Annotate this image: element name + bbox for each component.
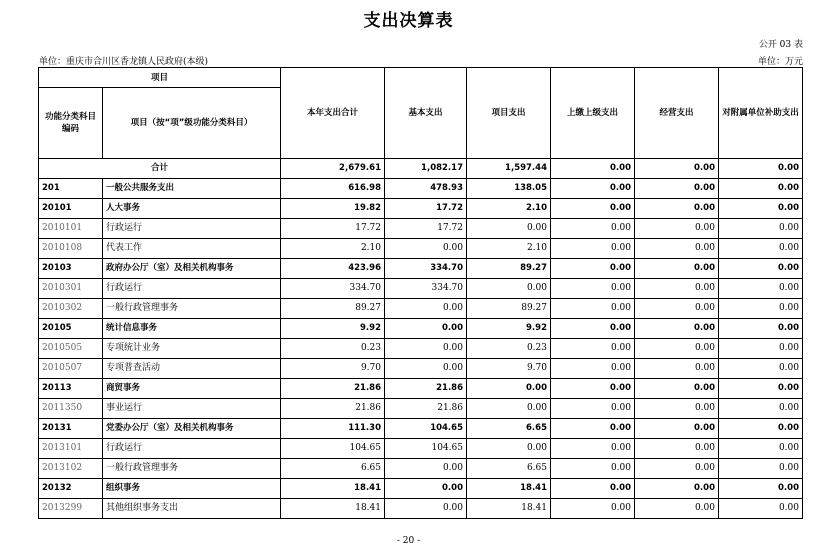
table-row [39, 459, 803, 479]
row-value: 0.00 [551, 299, 635, 319]
row-value: 6.65 [467, 459, 551, 479]
row-value: 0.00 [635, 199, 719, 219]
row-value: 0.00 [719, 319, 803, 339]
row-value: 0.00 [635, 499, 719, 519]
row-value: 0.00 [719, 439, 803, 459]
header-subsidy: 对附属单位补助支出 [719, 68, 803, 159]
row-value: 0.00 [551, 359, 635, 379]
row-value: 0.00 [635, 359, 719, 379]
row-value: 17.72 [281, 219, 385, 239]
row-code: 20113 [39, 379, 103, 399]
table-row [39, 319, 803, 339]
page-title: 支出决算表 [363, 11, 454, 31]
row-value: 0.00 [635, 379, 719, 399]
row-value: 0.00 [551, 439, 635, 459]
row-code: 20101 [39, 199, 103, 219]
row-value: 2.10 [281, 239, 385, 259]
total-cell: 0.00 [551, 159, 635, 179]
table-row [39, 359, 803, 379]
total-label: 合计 [39, 159, 281, 179]
total-row [39, 159, 803, 179]
table-row [39, 279, 803, 299]
row-value: 0.00 [551, 419, 635, 439]
header-name: 项目（按“项”级功能分类科目） [103, 88, 281, 159]
header-row-item [39, 68, 803, 88]
row-value: 0.00 [551, 179, 635, 199]
row-code: 20132 [39, 479, 103, 499]
row-value: 21.86 [385, 399, 467, 419]
row-value: 0.00 [551, 319, 635, 339]
row-name: 专项普查活动 [103, 359, 281, 379]
row-value: 18.41 [467, 499, 551, 519]
row-name: 组织事务 [103, 479, 281, 499]
form-number: 公开 03 表 [758, 40, 803, 50]
table-row [39, 299, 803, 319]
row-name: 统计信息事务 [103, 319, 281, 339]
row-value: 0.00 [635, 319, 719, 339]
row-value: 0.00 [467, 379, 551, 399]
row-code: 2011350 [39, 399, 103, 419]
table-row [39, 239, 803, 259]
row-name: 人大事务 [103, 199, 281, 219]
row-value: 0.00 [635, 419, 719, 439]
row-value: 111.30 [281, 419, 385, 439]
total-cell: 1,597.44 [467, 159, 551, 179]
row-value: 0.00 [635, 219, 719, 239]
row-value: 6.65 [467, 419, 551, 439]
row-value: 0.00 [719, 259, 803, 279]
table-row [39, 439, 803, 459]
row-code: 2013102 [39, 459, 103, 479]
row-code: 20105 [39, 319, 103, 339]
row-value: 18.41 [281, 479, 385, 499]
row-value: 0.00 [467, 439, 551, 459]
row-name: 政府办公厅（室）及相关机构事务 [103, 259, 281, 279]
row-value: 0.00 [635, 179, 719, 199]
row-value: 0.00 [635, 279, 719, 299]
header-total: 本年支出合计 [281, 68, 385, 159]
currency-unit: 单位：万元 [757, 57, 803, 67]
row-value: 0.00 [551, 479, 635, 499]
row-value: 0.00 [719, 499, 803, 519]
page-number: - 20 - [396, 536, 421, 546]
row-value: 0.00 [551, 239, 635, 259]
row-name: 行政运行 [103, 279, 281, 299]
row-value: 19.82 [281, 199, 385, 219]
row-value: 0.00 [467, 279, 551, 299]
header-project: 项目支出 [467, 68, 551, 159]
row-value: 18.41 [281, 499, 385, 519]
row-code: 2010507 [39, 359, 103, 379]
row-name: 代表工作 [103, 239, 281, 259]
row-name: 事业运行 [103, 399, 281, 419]
row-value: 0.00 [719, 199, 803, 219]
row-value: 0.00 [551, 219, 635, 239]
total-cell: 0.00 [719, 159, 803, 179]
row-value: 0.00 [719, 299, 803, 319]
row-value: 0.00 [385, 319, 467, 339]
table-row [39, 179, 803, 199]
row-value: 0.00 [551, 339, 635, 359]
header-upper: 上缴上级支出 [551, 68, 635, 159]
row-value: 0.00 [385, 299, 467, 319]
row-name: 行政运行 [103, 219, 281, 239]
row-value: 21.86 [385, 379, 467, 399]
row-value: 0.00 [385, 479, 467, 499]
header-code: 功能分类科目编码 [39, 88, 103, 159]
row-value: 0.00 [719, 279, 803, 299]
row-value: 616.98 [281, 179, 385, 199]
row-value: 104.65 [281, 439, 385, 459]
row-value: 89.27 [467, 299, 551, 319]
table-row [39, 499, 803, 519]
row-value: 0.00 [719, 479, 803, 499]
row-value: 0.00 [551, 499, 635, 519]
header-basic: 基本支出 [385, 68, 467, 159]
row-name: 一般行政管理事务 [103, 459, 281, 479]
row-value: 2.10 [467, 239, 551, 259]
row-value: 0.00 [635, 479, 719, 499]
row-value: 0.00 [719, 399, 803, 419]
row-value: 334.70 [385, 259, 467, 279]
row-value: 18.41 [467, 479, 551, 499]
row-value: 0.00 [467, 399, 551, 419]
row-value: 334.70 [281, 279, 385, 299]
row-value: 0.00 [385, 359, 467, 379]
header-item: 项目 [39, 68, 281, 88]
unit-label: 单位：重庆市合川区香龙镇人民政府(本级) [39, 57, 209, 67]
row-value: 0.00 [719, 219, 803, 239]
row-value: 2.10 [467, 199, 551, 219]
table-row [39, 219, 803, 239]
row-value: 17.72 [385, 219, 467, 239]
table-row [39, 259, 803, 279]
row-value: 0.00 [385, 239, 467, 259]
row-value: 478.93 [385, 179, 467, 199]
row-value: 0.00 [719, 379, 803, 399]
row-value: 104.65 [385, 419, 467, 439]
row-value: 0.23 [467, 339, 551, 359]
row-value: 0.00 [385, 499, 467, 519]
row-value: 334.70 [385, 279, 467, 299]
row-value: 0.00 [635, 259, 719, 279]
row-code: 20103 [39, 259, 103, 279]
row-name: 一般公共服务支出 [103, 179, 281, 199]
row-value: 0.00 [719, 339, 803, 359]
row-code: 2010108 [39, 239, 103, 259]
row-value: 0.00 [551, 459, 635, 479]
header-business: 经营支出 [635, 68, 719, 159]
table-row [39, 399, 803, 419]
row-value: 0.00 [635, 239, 719, 259]
row-value: 21.86 [281, 379, 385, 399]
row-value: 0.00 [719, 179, 803, 199]
row-code: 2013101 [39, 439, 103, 459]
row-value: 0.00 [635, 339, 719, 359]
row-value: 0.00 [385, 339, 467, 359]
row-code: 201 [39, 179, 103, 199]
row-name: 一般行政管理事务 [103, 299, 281, 319]
row-value: 9.92 [281, 319, 385, 339]
row-code: 2010302 [39, 299, 103, 319]
row-value: 0.00 [719, 459, 803, 479]
table-row [39, 379, 803, 399]
row-value: 0.00 [551, 399, 635, 419]
row-value: 138.05 [467, 179, 551, 199]
row-value: 0.00 [551, 379, 635, 399]
row-value: 6.65 [281, 459, 385, 479]
row-value: 0.00 [719, 239, 803, 259]
row-value: 9.70 [467, 359, 551, 379]
row-value: 0.00 [551, 259, 635, 279]
row-code: 2010301 [39, 279, 103, 299]
row-value: 0.00 [635, 439, 719, 459]
row-value: 0.00 [551, 199, 635, 219]
row-value: 0.00 [551, 279, 635, 299]
expenditure-table [38, 67, 803, 519]
total-cell: 1,082.17 [385, 159, 467, 179]
row-value: 0.00 [467, 219, 551, 239]
row-name: 专项统计业务 [103, 339, 281, 359]
row-value: 104.65 [385, 439, 467, 459]
table-row [39, 339, 803, 359]
row-value: 0.00 [635, 399, 719, 419]
row-value: 423.96 [281, 259, 385, 279]
total-cell: 2,679.61 [281, 159, 385, 179]
row-value: 0.00 [385, 459, 467, 479]
row-code: 2010101 [39, 219, 103, 239]
row-name: 党委办公厅（室）及相关机构事务 [103, 419, 281, 439]
table-row [39, 419, 803, 439]
row-value: 0.00 [719, 359, 803, 379]
row-value: 89.27 [467, 259, 551, 279]
row-value: 9.92 [467, 319, 551, 339]
row-value: 0.00 [635, 459, 719, 479]
row-code: 20131 [39, 419, 103, 439]
row-value: 0.23 [281, 339, 385, 359]
row-code: 2010505 [39, 339, 103, 359]
table-row [39, 199, 803, 219]
row-name: 行政运行 [103, 439, 281, 459]
table-row [39, 479, 803, 499]
row-name: 其他组织事务支出 [103, 499, 281, 519]
total-cell: 0.00 [635, 159, 719, 179]
row-value: 9.70 [281, 359, 385, 379]
row-value: 17.72 [385, 199, 467, 219]
row-code: 2013299 [39, 499, 103, 519]
row-value: 0.00 [635, 299, 719, 319]
row-value: 21.86 [281, 399, 385, 419]
row-value: 0.00 [719, 419, 803, 439]
row-value: 89.27 [281, 299, 385, 319]
row-name: 商贸事务 [103, 379, 281, 399]
